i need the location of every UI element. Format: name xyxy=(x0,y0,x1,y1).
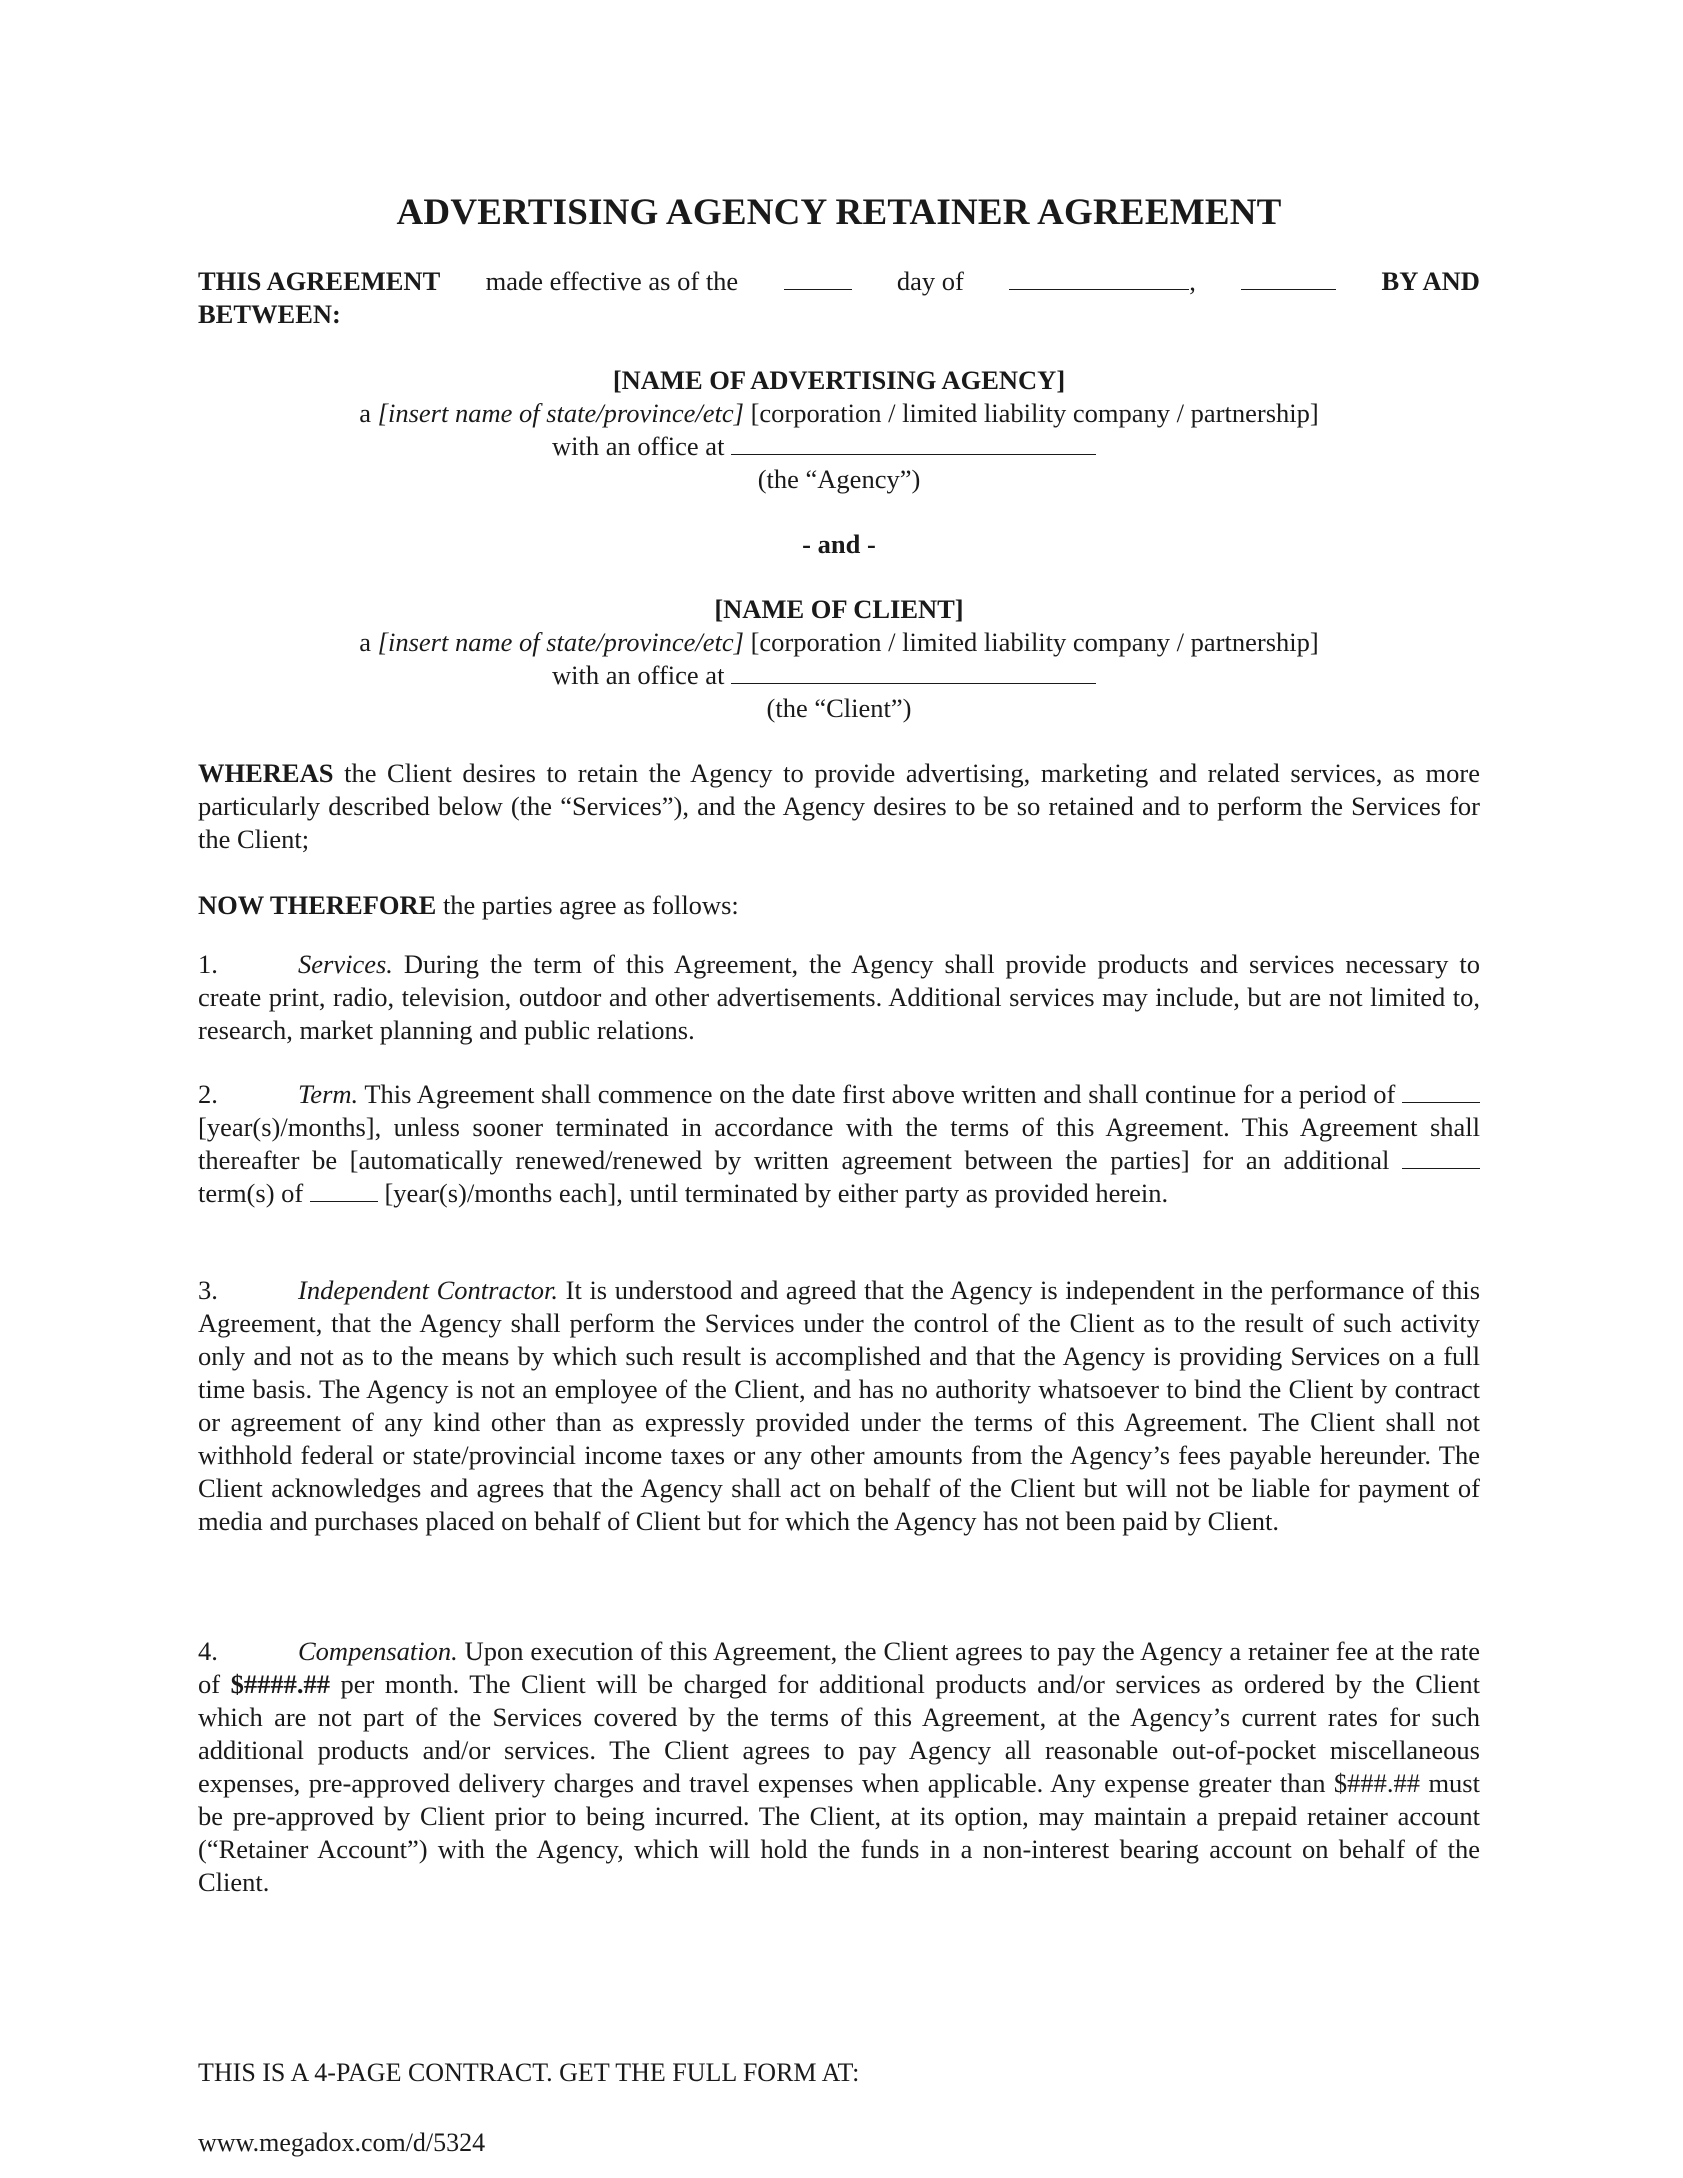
section-1-number: 1. xyxy=(198,949,218,979)
day-blank xyxy=(784,265,852,290)
and-separator-text: - and - xyxy=(802,529,876,559)
section-3-heading: Independent Contractor. xyxy=(298,1275,559,1305)
section-2-number: 2. xyxy=(198,1079,218,1109)
footer-notice: THIS IS A 4-PAGE CONTRACT. GET THE FULL FORM AT: xyxy=(198,2058,860,2087)
agency-name-text: [NAME OF ADVERTISING AGENCY] xyxy=(612,365,1066,395)
client-party-block xyxy=(198,593,1480,725)
intro-lead xyxy=(198,265,440,298)
client-name xyxy=(198,593,1480,626)
retainer-amount: $####.## xyxy=(230,1669,330,1699)
agency-state: [insert name of state/province/etc] xyxy=(377,398,744,428)
section-3 xyxy=(198,1274,1480,1538)
intro-paragraph xyxy=(198,265,1480,331)
intro-line-2 xyxy=(198,298,1480,331)
client-office-label: with an office at xyxy=(552,660,725,690)
year-blank xyxy=(1241,265,1336,290)
client-entity: [corporation / limited liability company / partnership] xyxy=(750,627,1319,657)
section-2-text-d: [year(s)/months each], until terminated by either party as provided herein. xyxy=(384,1178,1169,1208)
section-4-text-a: Upon execution of this Agreement, the Client agrees to pay the Agency a retainer fee at the rate of xyxy=(198,1636,1481,1699)
client-name-text: [NAME OF CLIENT] xyxy=(714,594,964,624)
client-description xyxy=(198,626,1480,659)
client-a: a xyxy=(359,627,372,657)
section-3-text: It is understood and agreed that the Agency is independent in the performance of this Agreement, that the Agency shall perform the Services under the control of the Client as to the result of such activity only and not as to the means by which such result is accomplished and that the Agency is providing Services on a full time basis. The Agency is not an employee of the Client, and has no authority whatsoever to bind the Client by contract or agreement of any kind other than as expressly provided under the terms of this Agreement. The Client shall not withhold federal or state/provincial income taxes or any other amounts from the Agency’s fees payable hereunder. The Client acknowledges and agrees that the Agency shall act on behalf of the Client but will not be liable for payment of media and purchases placed on behalf of Client but for which the Agency has not been paid by Client. xyxy=(198,1275,1481,1536)
section-1 xyxy=(198,948,1480,1047)
intro-line-1 xyxy=(198,265,1480,298)
whereas-paragraph xyxy=(198,757,1480,856)
now-therefore-paragraph xyxy=(198,889,1480,922)
client-office-blank xyxy=(731,659,1096,684)
section-2-text-c: term(s) of xyxy=(198,1178,304,1208)
agency-description xyxy=(198,397,1480,430)
agency-office-line xyxy=(198,430,1480,463)
renewal-count-blank xyxy=(1402,1144,1480,1169)
term-period-blank xyxy=(1402,1078,1480,1103)
client-state: [insert name of state/province/etc] xyxy=(377,627,744,657)
intro-text-a: made effective as of the xyxy=(485,266,739,296)
section-4-text-b: per month. The Client will be charged for additional products and/or services as ordered by the Client which are not part of the Services covered by the terms of this Agreement, at the Agency’s current rates for such additional products and/or services. The Client agrees to pay Agency all reasonable out-of-pocket miscellaneous expenses, pre-approved delivery charges and travel expenses when applicable. Any expense greater than $###.## must be pre-approved by Client prior to being incurred. The Client, at its option, may maintain a prepaid retainer account (“Retainer Account”) with the Agency, which will hold the funds in a non-interest bearing account on behalf of the Client. xyxy=(198,1669,1481,1897)
client-office-line xyxy=(198,659,1480,692)
section-4 xyxy=(198,1635,1480,1899)
section-1-text: During the term of this Agreement, the Agency shall provide products and services necessary to create print, radio, television, outdoor and other advertisements. Additional services may include, but are not limited to, research, market planning and public relations. xyxy=(198,949,1480,1045)
between-label: BETWEEN: xyxy=(198,299,341,329)
agency-party-block xyxy=(198,364,1480,496)
and-separator xyxy=(198,528,1480,561)
by-and-label: BY AND xyxy=(1381,266,1480,296)
section-3-number: 3. xyxy=(198,1275,218,1305)
section-4-number: 4. xyxy=(198,1636,218,1666)
intro-comma: , xyxy=(1189,266,1196,296)
intro-lead-bold: THIS AGREEMENT xyxy=(198,266,441,296)
agency-defined-term: (the “Agency”) xyxy=(757,464,921,494)
agency-office-blank xyxy=(731,430,1096,455)
section-4-heading: Compensation. xyxy=(298,1636,458,1666)
client-defined-term: (the “Client”) xyxy=(766,693,912,723)
whereas-text: the Client desires to retain the Agency to provide advertising, marketing and related services, as more particularly described below (the “Services”), and the Agency desires to be so retained and to perform the Services for the Client; xyxy=(198,758,1481,854)
agency-name xyxy=(198,364,1480,397)
intro-text-b: day of xyxy=(896,266,964,296)
renewal-term-blank xyxy=(310,1177,378,1202)
whereas-bold: WHEREAS xyxy=(198,758,334,788)
month-date-blank xyxy=(1009,265,1196,298)
agency-a: a xyxy=(359,398,372,428)
now-therefore-text: the parties agree as follows: xyxy=(442,890,739,920)
section-2-text-b: [year(s)/months], unless sooner terminated in accordance with the terms of this Agreement. This Agreement shall thereafter be [automatically renewed/renewed by written agreement between the parties] for an additional xyxy=(198,1112,1480,1175)
agency-entity: [corporation / limited liability company / partnership] xyxy=(750,398,1319,428)
section-1-heading: Services. xyxy=(298,949,393,979)
agency-office-label: with an office at xyxy=(552,431,725,461)
now-therefore-bold: NOW THEREFORE xyxy=(198,890,437,920)
section-2 xyxy=(198,1078,1480,1210)
footer-url[interactable]: www.megadox.com/d/5324 xyxy=(198,2128,486,2157)
document-title: ADVERTISING AGENCY RETAINER AGREEMENT xyxy=(396,192,1282,233)
section-2-heading: Term. xyxy=(298,1079,359,1109)
section-2-text-a: This Agreement shall commence on the date first above written and shall continue for a period of xyxy=(364,1079,1396,1109)
month-blank xyxy=(1009,265,1189,290)
